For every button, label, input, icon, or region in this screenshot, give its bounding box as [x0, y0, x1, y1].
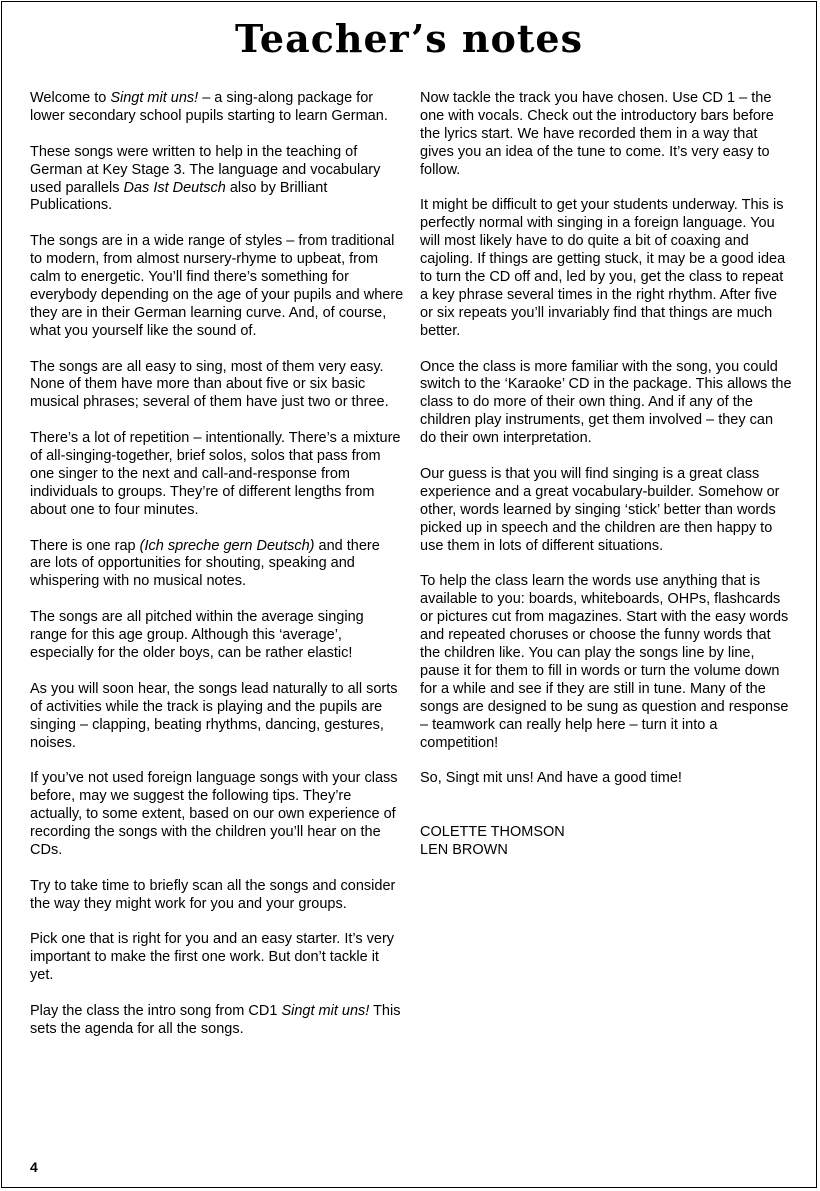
paragraph: The songs are all easy to sing, most of them very easy. None of them have more than about five or six basic musical phrases; several of them have just two or three.	[30, 358, 389, 411]
author-name: LEN BROWN	[420, 841, 508, 858]
paragraph: As you will soon hear, the songs lead naturally to all sorts of activities while the track is playing and the pupils are singing – clapping, beating rhythms, dancing, gestures, noises.	[30, 680, 398, 751]
right-column	[420, 90, 792, 860]
paragraph: Now tackle the track you have chosen. Use CD 1 – the one with vocals. Check out the introductory bars before the lyrics start. We have recorded them in a way that gives you an idea of the tune to come. It’s very easy to follow.	[420, 90, 774, 178]
paragraph: To help the class learn the words use anything that is available to you: boards, whiteboards, OHPs, flashcards or pictures cut from magazines. Start with the easy words and repeated choruses or choose the funny words that the children like. You can play the songs line by line, pause it for them to fill in words or turn the volume down for a while and see if they are still in tune. Many of the songs are designed to be sung as question and response – teamwork can really help here – turn it into a competition!	[420, 573, 789, 751]
paragraph: Our guess is that you will find singing is a great class experience and a great vocabulary-builder. Somehow or other, words learned by singing ‘stick’ better than words picked up in speech and the children are then happy to use them in lots of different situations.	[420, 465, 780, 554]
paragraph: The songs are in a wide range of styles – from traditional to modern, from almost nursery-rhyme to upbeat, from calm to energetic. You’ll find there’s something for everybody depending on the age of your pupils and where they are in their German learning curve. And, of course, what you yourself like the sound of.	[30, 233, 404, 339]
paragraph: These songs were written to help in the teaching of German at Key Stage 3. The language and vocabulary used parallels Das Ist Deutsch also by Brilliant Publications.	[30, 143, 381, 214]
paragraph: If you’ve not used foreign language songs with your class before, may we suggest the following tips. They’re actually, to some extent, based on our own experience of recording the songs with the children you’ll hear on the CDs.	[30, 770, 398, 858]
left-column	[30, 90, 404, 1057]
page-number: 4	[30, 1159, 38, 1175]
page-title: Teacher’s notes	[234, 16, 584, 61]
author-signatures	[420, 824, 792, 860]
paragraph: Play the class the intro song from CD1 Singt mit uns! This sets the agenda for all the songs.	[30, 1003, 401, 1037]
closing-line: So, Singt mit uns! And have a good time!	[420, 770, 682, 787]
page	[1, 1, 817, 1188]
author-name: COLETTE THOMSON	[420, 824, 565, 841]
paragraph: There’s a lot of repetition – intentionally. There’s a mixture of all-singing-together, brief solos, solos that pass from one singer to the next and call-and-response from individuals to groups. They’re of different lengths from about one to four minutes.	[30, 430, 401, 518]
paragraph: The songs are all pitched within the average singing range for this age group. Although this ‘average’, especially for the older boys, can be rather elastic!	[30, 609, 364, 661]
paragraph: It might be difficult to get your students underway. This is perfectly normal with singing in a foreign language. You will most likely have to do quite a bit of coaxing and cajoling. If things are getting stuck, it may be a good idea to turn the CD off and, led by you, get the class to repeat a key phrase several times in the right rhythm. After five or six repeats you’ll invariably find that things are much better.	[420, 197, 786, 339]
paragraph: Once the class is more familiar with the song, you could switch to the ‘Karaoke’ CD in the package. This allows the class to do more of their own thing. And if any of the children play instruments, get them involved – they can do their own interpretation.	[420, 358, 792, 447]
paragraph: Try to take time to briefly scan all the songs and consider the way they might work for you and your groups.	[30, 877, 396, 912]
paragraph: Pick one that is right for you and an easy starter. It’s very important to make the first one work. But don’t tackle it yet.	[30, 931, 395, 984]
paragraph: Welcome to Singt mit uns! – a sing-along package for lower secondary school pupils starting to learn German.	[30, 90, 388, 124]
paragraph: There is one rap (Ich spreche gern Deutsch) and there are lots of opportunities for shouting, speaking and whispering with no musical notes.	[30, 537, 380, 590]
